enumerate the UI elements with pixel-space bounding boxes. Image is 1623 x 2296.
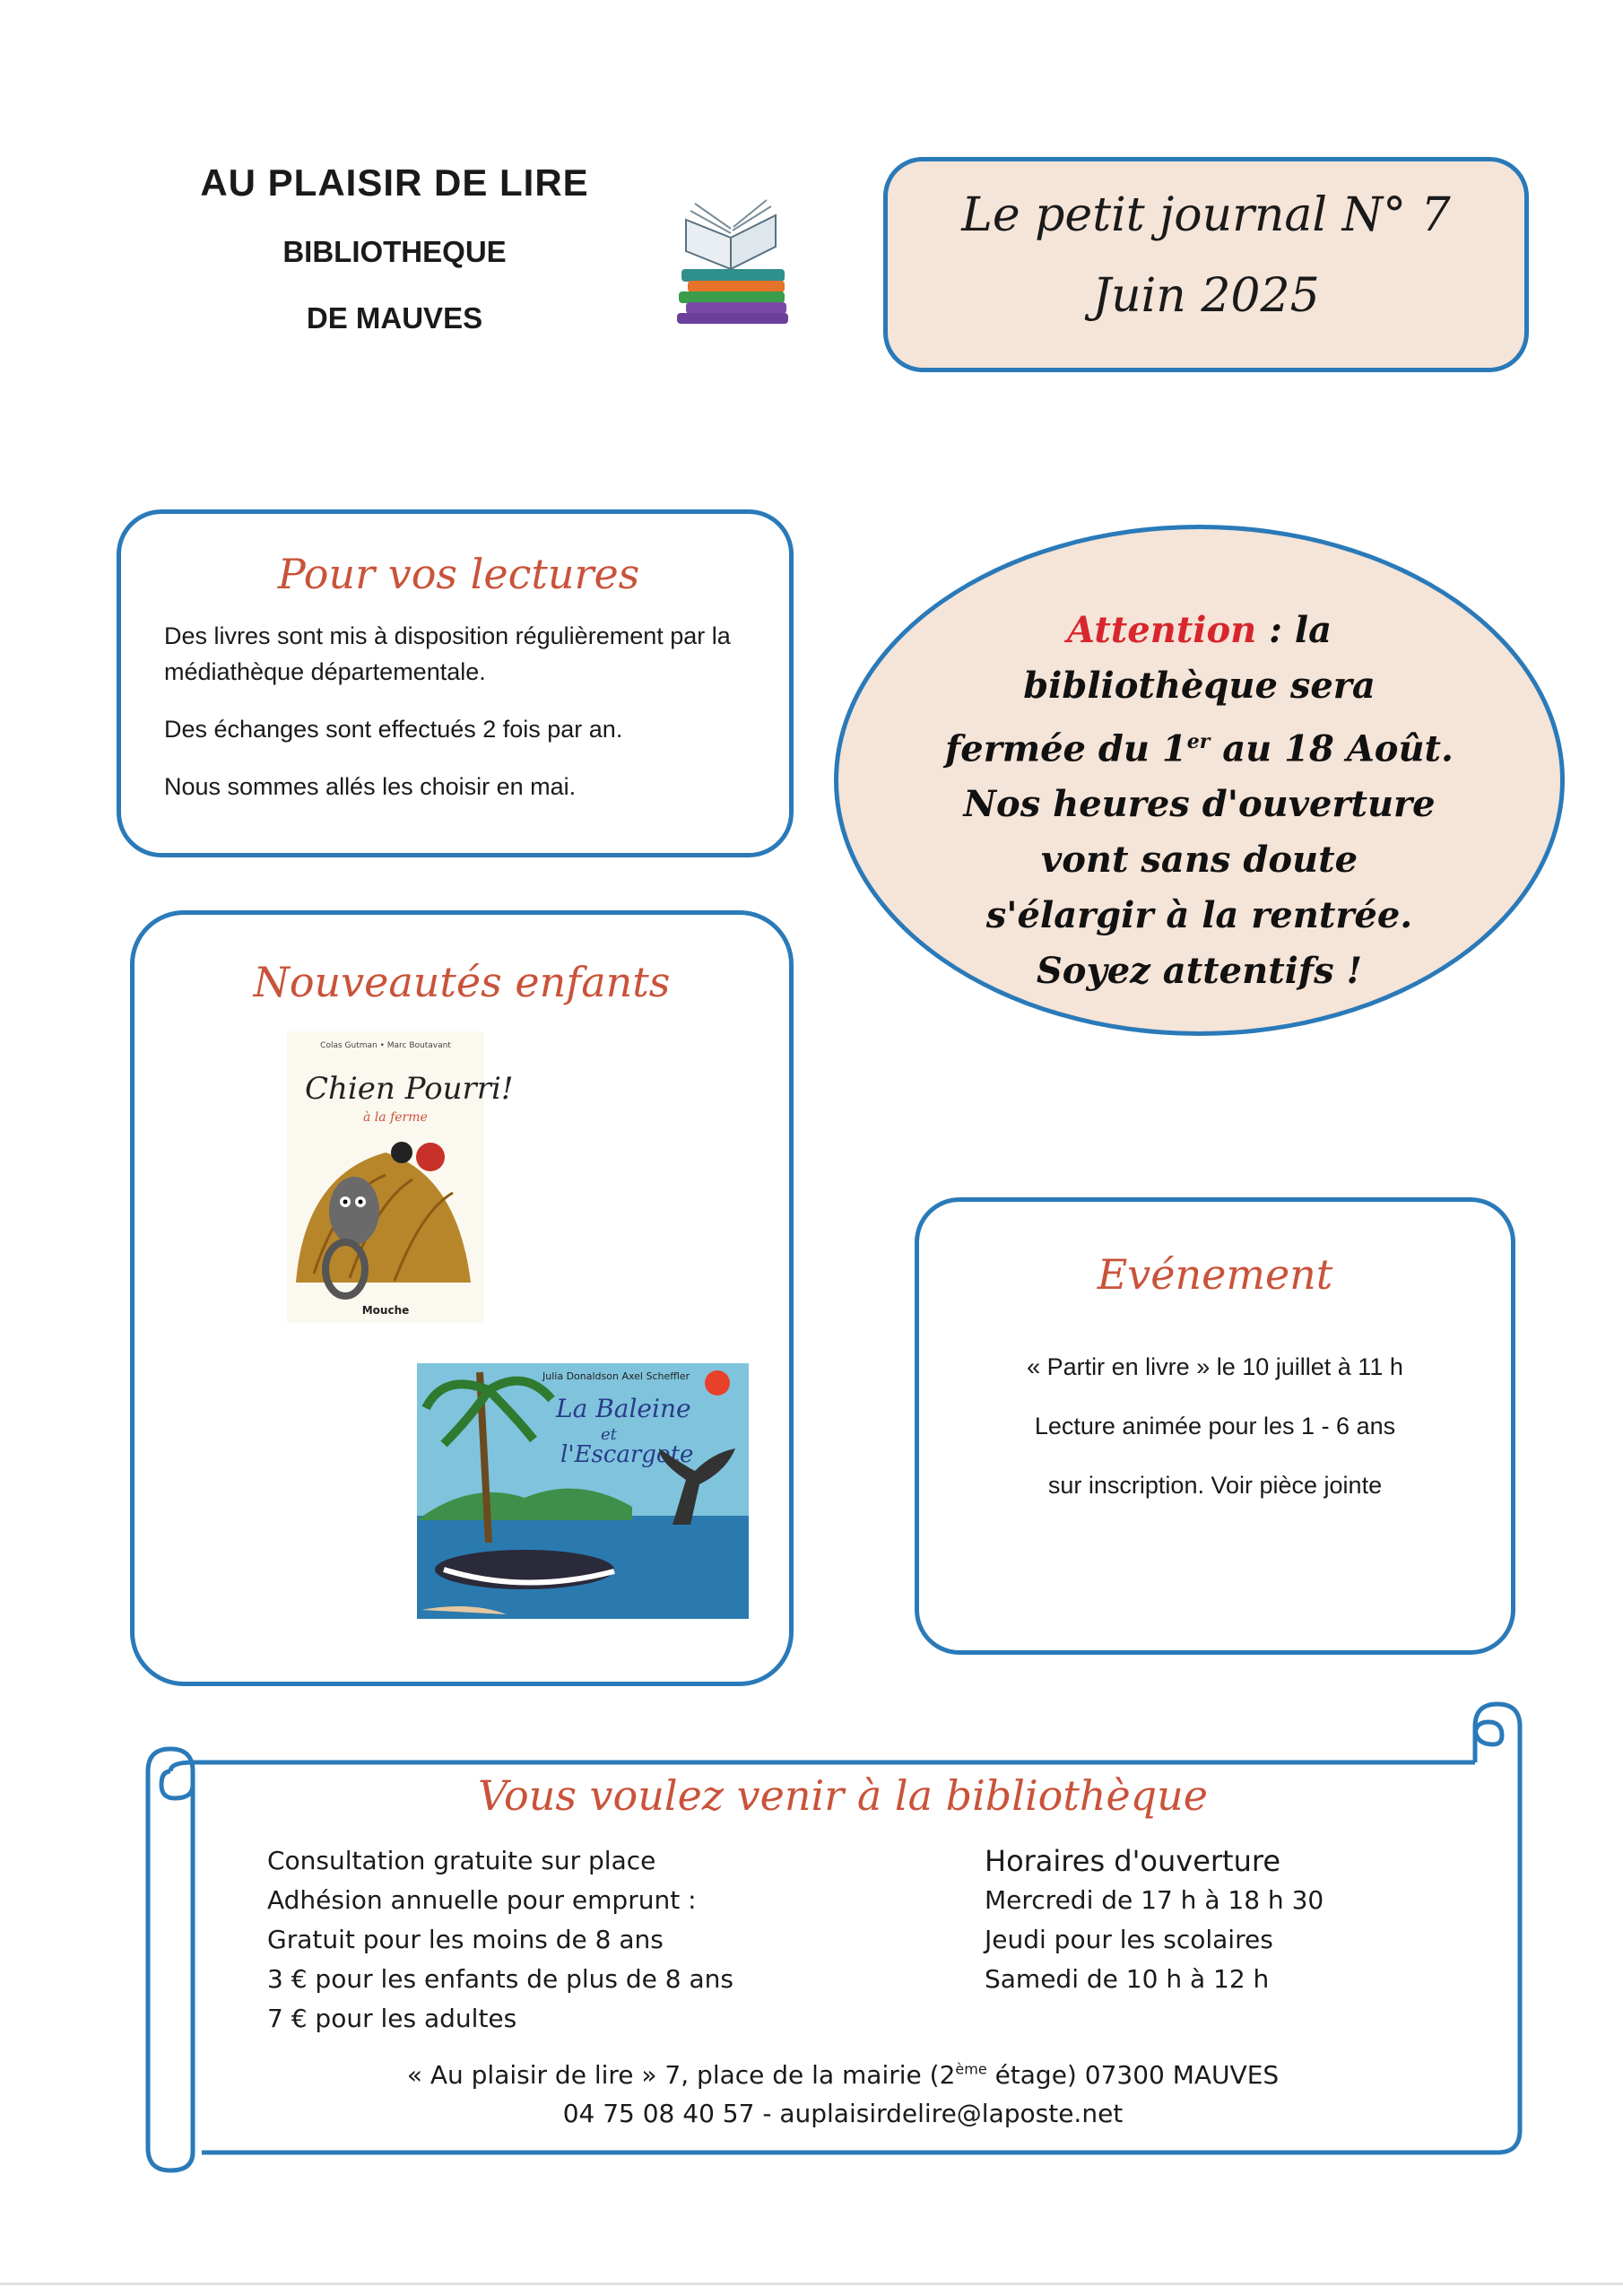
visit-columns bbox=[188, 1841, 1497, 2057]
hours-line: Samedi de 10 h à 12 h bbox=[985, 1964, 1270, 1994]
book1-authors: Colas Gutman • Marc Boutavant bbox=[320, 1041, 451, 1050]
book1-publisher: Mouche bbox=[361, 1304, 410, 1317]
journal-title-box bbox=[883, 157, 1529, 372]
hours-line: Jeudi pour les scolaires bbox=[985, 1925, 1273, 1954]
attention-line: s'élargir à la rentrée. bbox=[985, 894, 1413, 937]
attention-word: Attention bbox=[1067, 609, 1257, 651]
membership-line: Adhésion annuelle pour emprunt : bbox=[267, 1885, 697, 1915]
membership-line: Consultation gratuite sur place bbox=[267, 1846, 656, 1875]
journal-date: Juin 2025 bbox=[1092, 269, 1320, 323]
nouveautes-section bbox=[130, 910, 794, 1686]
evenement-line: « Partir en livre » le 10 juillet à 11 h bbox=[1027, 1353, 1403, 1380]
hours-title: Horaires d'ouverture bbox=[985, 1844, 1280, 1878]
lectures-section bbox=[117, 509, 794, 857]
evenement-line: sur inscription. Voir pièce jointe bbox=[1047, 1472, 1383, 1499]
lectures-title: Pour vos lectures bbox=[277, 550, 640, 598]
town-label: DE MAUVES bbox=[306, 301, 483, 335]
attention-line bbox=[838, 714, 1560, 777]
nouveautes-title: Nouveautés enfants bbox=[253, 958, 671, 1006]
hours-line: Mercredi de 17 h à 18 h 30 bbox=[985, 1885, 1324, 1915]
library-label: BIBLIOTHEQUE bbox=[282, 235, 507, 268]
book-cover-chien-pourri bbox=[287, 1031, 514, 1323]
lectures-paragraph: Des livres sont mis à disposition régulièrement par la médiathèque départementale. bbox=[164, 622, 731, 685]
book1-subtitle: à la ferme bbox=[363, 1110, 428, 1125]
book2-title: et bbox=[601, 1425, 617, 1444]
org-name: AU PLAISIR DE LIRE bbox=[200, 161, 589, 204]
membership-line: 7 € pour les adultes bbox=[267, 2004, 517, 2033]
book2-title: l'Escargote bbox=[560, 1441, 694, 1468]
membership-line: 3 € pour les enfants de plus de 8 ans bbox=[267, 1964, 733, 1994]
attention-line: Nos heures d'ouverture bbox=[963, 783, 1436, 826]
evenement-section bbox=[915, 1197, 1515, 1655]
journal-title: Le petit journal N° 7 bbox=[961, 188, 1451, 242]
book2-authors: Julia Donaldson Axel Scheffler bbox=[542, 1370, 690, 1382]
address bbox=[188, 2060, 1497, 2090]
lectures-paragraph: Des échanges sont effectués 2 fois par an. bbox=[164, 716, 623, 743]
address-sup: ème bbox=[955, 2060, 987, 2078]
book2-title: La Baleine bbox=[556, 1394, 691, 1423]
attention-line-text: au 18 Août. bbox=[1210, 727, 1454, 770]
library-header bbox=[179, 161, 610, 335]
membership-info bbox=[267, 1841, 805, 2039]
books-stack-icon bbox=[668, 184, 803, 327]
lectures-paragraph: Nous sommes allés les choisir en mai. bbox=[164, 773, 577, 800]
evenement-title: Evénement bbox=[1097, 1250, 1333, 1299]
attention-line: vont sans doute bbox=[1040, 839, 1358, 882]
book1-title: Chien Pourri! bbox=[305, 1071, 514, 1107]
attention-sup: er bbox=[1186, 730, 1211, 753]
visit-title: Vous voulez venir à la bibliothèque bbox=[478, 1771, 1208, 1820]
attention-line-text: : la bbox=[1256, 609, 1332, 651]
attention-line-text: fermée du 1 bbox=[945, 727, 1187, 770]
attention-line bbox=[838, 603, 1560, 658]
attention-notice bbox=[834, 525, 1565, 1036]
contact-info: 04 75 08 40 57 - auplaisirdelire@laposte.net bbox=[562, 2099, 1124, 2128]
membership-line: Gratuit pour les moins de 8 ans bbox=[267, 1925, 664, 1954]
address-text: étage) 07300 MAUVES bbox=[986, 2060, 1280, 2090]
attention-line: Soyez attentifs ! bbox=[1036, 950, 1363, 993]
evenement-line: Lecture animée pour les 1 - 6 ans bbox=[1034, 1413, 1396, 1439]
attention-line: bibliothèque sera bbox=[1023, 665, 1376, 707]
page-bottom-rule bbox=[0, 2283, 1623, 2285]
address-text: « Au plaisir de lire » 7, place de la mairie (2 bbox=[406, 2060, 956, 2090]
visit-section bbox=[188, 1771, 1497, 2148]
opening-hours bbox=[985, 1841, 1451, 1999]
book-cover-baleine-escargote bbox=[417, 1363, 749, 1619]
